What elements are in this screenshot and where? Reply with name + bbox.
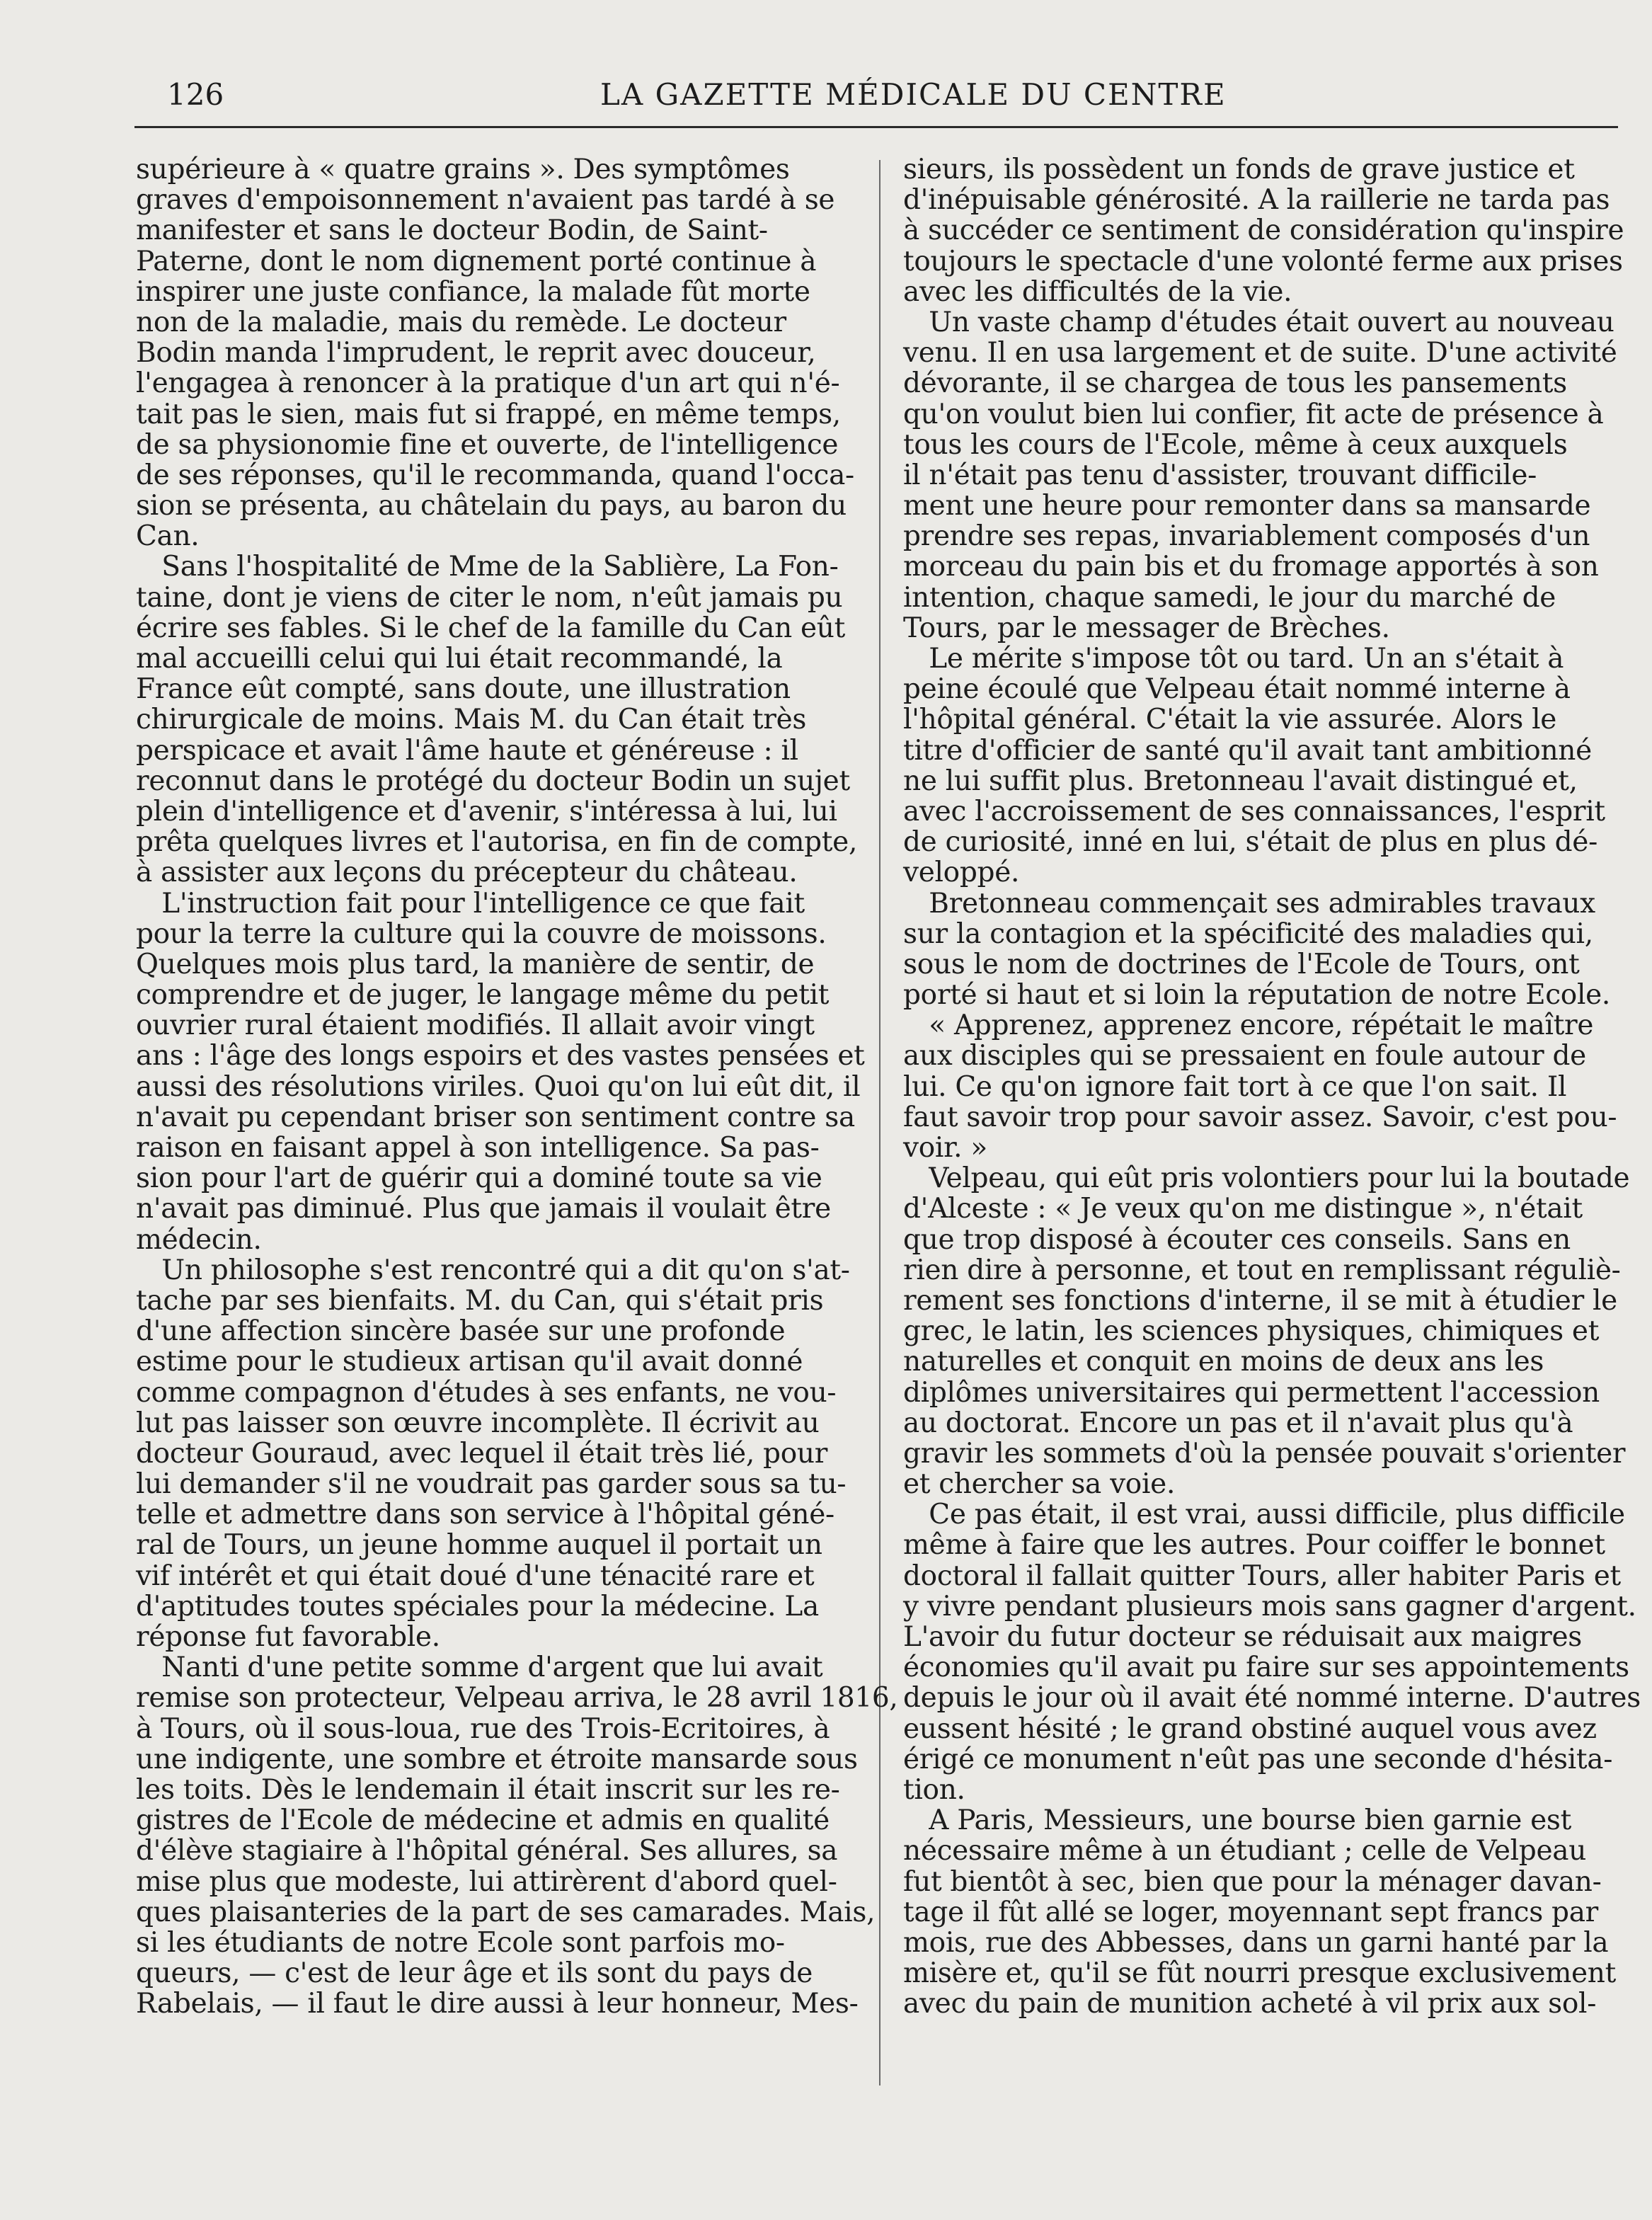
text-line: vif intérêt et qui était doué d'une ténacité rare et: [136, 1560, 815, 1592]
text-line: intention, chaque samedi, le jour du marché de: [903, 581, 1556, 614]
text-line: mise plus que modeste, lui attirèrent d'abord quel-: [136, 1865, 837, 1898]
text-line: L'avoir du futur docteur se réduisait aux maigres: [903, 1621, 1583, 1653]
text-line: plein d'intelligence et d'avenir, s'intéressa à lui, lui: [136, 795, 837, 828]
text-line: Can.: [136, 520, 200, 553]
text-line: ral de Tours, un jeune homme auquel il portait un: [136, 1529, 822, 1562]
text-line: morceau du pain bis et du fromage apportés à son: [903, 551, 1599, 583]
text-line: si les étudiants de notre Ecole sont parfois mo-: [136, 1926, 785, 1959]
text-line: estime pour le studieux artisan qu'il avait donné: [136, 1346, 803, 1378]
text-line: gravir les sommets d'où la pensée pouvait s'orienter: [903, 1437, 1626, 1470]
text-line: Ce pas était, il est vrai, aussi difficile, plus difficile: [903, 1499, 1625, 1531]
text-line: veloppé.: [903, 857, 1020, 889]
text-line: sieurs, ils possèdent un fonds de grave justice et: [903, 154, 1575, 185]
text-line: Velpeau, qui eût pris volontiers pour lui la boutade: [903, 1162, 1630, 1195]
text-line: perspicace et avait l'âme haute et généreuse : il: [136, 734, 798, 767]
text-line: mois, rue des Abbesses, dans un garni hanté par la: [903, 1926, 1609, 1959]
text-line: d'Alceste : « Je veux qu'on me distingue », n'était: [903, 1193, 1583, 1225]
text-line: rement ses fonctions d'interne, il se mit à étudier le: [903, 1284, 1617, 1317]
text-line: comme compagnon d'études à ses enfants, ne vou-: [136, 1376, 837, 1409]
text-line: d'une affection sincère basée sur une profonde: [136, 1315, 786, 1348]
text-line: taine, dont je viens de citer le nom, n'eût jamais pu: [136, 581, 843, 614]
text-line: titre d'officier de santé qu'il avait tant ambitionné: [903, 734, 1592, 767]
text-line: il n'était pas tenu d'assister, trouvant difficile-: [903, 459, 1537, 491]
text-line: mal accueilli celui qui lui était recommandé, la: [136, 643, 783, 675]
page-number: 126: [167, 77, 224, 112]
left-column: [136, 154, 898, 2020]
text-line: d'élève stagiaire à l'hôpital général. Ses allures, sa: [136, 1835, 838, 1867]
text-line: ouvrier rural étaient modifiés. Il allait avoir vingt: [136, 1009, 815, 1042]
text-line: Bretonneau commençait ses admirables travaux: [903, 887, 1595, 920]
text-line: de curiosité, inné en lui, s'était de plus en plus dé-: [903, 826, 1597, 859]
text-line: l'hôpital général. C'était la vie assurée. Alors le: [903, 704, 1557, 736]
text-line: à succéder ce sentiment de considération qu'inspire: [903, 214, 1624, 247]
text-line: lui demander s'il ne voudrait pas garder sous sa tu-: [136, 1468, 847, 1501]
header-rule: [134, 126, 1618, 128]
text-line: diplômes universitaires qui permettent l'accession: [903, 1376, 1600, 1409]
right-column: [903, 154, 1639, 2019]
text-line: « Apprenez, apprenez encore, répétait le maître: [903, 1009, 1594, 1042]
text-line: naturelles et conquit en moins de deux ans les: [903, 1346, 1544, 1378]
text-line: venu. Il en usa largement et de suite. D'une activité: [903, 337, 1617, 370]
text-line: toujours le spectacle d'une volonté ferme aux prises: [903, 245, 1623, 278]
text-line: Paterne, dont le nom dignement porté continue à: [136, 245, 817, 278]
text-line: telle et admettre dans son service à l'hôpital géné-: [136, 1499, 834, 1531]
text-line: Rabelais, — il faut le dire aussi à leur honneur, Mes-: [136, 1988, 859, 2020]
text-line: dévorante, il se chargea de tous les pansements: [903, 367, 1567, 400]
text-line: Tours, par le messager de Brèches.: [903, 612, 1390, 644]
text-line: avec du pain de munition acheté à vil prix aux sol-: [903, 1988, 1597, 2020]
text-line: rien dire à personne, et tout en remplissant réguliè-: [903, 1254, 1621, 1286]
text-line: sion se présenta, au châtelain du pays, au baron du: [136, 490, 847, 522]
text-line: reconnut dans le protégé du docteur Bodin un sujet: [136, 765, 850, 797]
text-line: doctoral il fallait quitter Tours, aller habiter Paris et: [903, 1560, 1621, 1592]
text-line: une indigente, une sombre et étroite mansarde sous: [136, 1743, 858, 1775]
text-line: nécessaire même à un étudiant ; celle de Velpeau: [903, 1835, 1587, 1867]
text-line: que trop disposé à écouter ces conseils. Sans en: [903, 1223, 1571, 1256]
text-line: écrire ses fables. Si le chef de la famille du Can eût: [136, 612, 845, 644]
text-line: aussi des résolutions viriles. Quoi qu'on lui eût dit, il: [136, 1070, 861, 1103]
text-line: Nanti d'une petite somme d'argent que lui avait: [136, 1652, 823, 1684]
journal-title: LA GAZETTE MÉDICALE DU CENTRE: [600, 77, 1227, 112]
text-line: n'avait pas diminué. Plus que jamais il voulait être: [136, 1193, 831, 1225]
text-line: lui. Ce qu'on ignore fait tort à ce que l'on sait. Il: [903, 1070, 1567, 1103]
text-line: même à faire que les autres. Pour coiffer le bonnet: [903, 1529, 1605, 1562]
text-line: Sans l'hospitalité de Mme de la Sablière, La Fon-: [136, 551, 839, 583]
column-divider: [879, 160, 881, 2085]
text-line: Bodin manda l'imprudent, le reprit avec douceur,: [136, 337, 816, 370]
text-line: queurs, — c'est de leur âge et ils sont du pays de: [136, 1957, 813, 1990]
text-line: économies qu'il avait pu faire sur ses appointements: [903, 1652, 1629, 1684]
text-line: manifester et sans le docteur Bodin, de Saint-: [136, 214, 768, 247]
text-line: au doctorat. Encore un pas et il n'avait plus qu'à: [903, 1407, 1573, 1439]
text-line: sur la contagion et la spécificité des maladies qui,: [903, 917, 1593, 950]
text-line: porté si haut et si loin la réputation de notre Ecole.: [903, 979, 1611, 1012]
text-line: ne lui suffit plus. Bretonneau l'avait distingué et,: [903, 765, 1578, 797]
text-line: ques plaisanteries de la part de ses camarades. Mais,: [136, 1896, 876, 1928]
text-line: érigé ce monument n'eût pas une seconde d'hésita-: [903, 1743, 1613, 1775]
text-line: Un vaste champ d'études était ouvert au nouveau: [903, 306, 1614, 338]
text-line: à Tours, où il sous-loua, rue des Trois-Ecritoires, à: [136, 1712, 830, 1745]
text-line: ment une heure pour remonter dans sa mansarde: [903, 490, 1591, 522]
text-line: docteur Gouraud, avec lequel il était très lié, pour: [136, 1437, 828, 1470]
text-line: gistres de l'Ecole de médecine et admis en qualité: [136, 1804, 830, 1837]
text-line: à assister aux leçons du précepteur du château.: [136, 857, 798, 889]
text-line: d'aptitudes toutes spéciales pour la médecine. La: [136, 1590, 819, 1623]
text-line: tache par ses bienfaits. M. du Can, qui s'était pris: [136, 1284, 824, 1317]
text-line: chirurgicale de moins. Mais M. du Can était très: [136, 704, 807, 736]
text-line: avec l'accroissement de ses connaissances, l'esprit: [903, 795, 1605, 828]
text-line: peine écoulé que Velpeau était nommé interne à: [903, 673, 1571, 706]
text-line: sous le nom de doctrines de l'Ecole de Tours, ont: [903, 948, 1580, 980]
text-line: aux disciples qui se pressaient en foule autour de: [903, 1040, 1586, 1072]
text-line: avec les difficultés de la vie.: [903, 275, 1292, 308]
text-line: y vivre pendant plusieurs mois sans gagner d'argent.: [903, 1590, 1636, 1623]
text-line: Quelques mois plus tard, la manière de sentir, de: [136, 948, 815, 980]
text-line: comprendre et de juger, le langage même du petit: [136, 979, 830, 1012]
text-line: les toits. Dès le lendemain il était inscrit sur les re-: [136, 1773, 840, 1806]
text-line: ans : l'âge des longs espoirs et des vastes pensées et: [136, 1040, 865, 1072]
text-line: médecin.: [136, 1223, 262, 1256]
text-line: supérieure à « quatre grains ». Des symptômes: [136, 154, 790, 185]
text-line: prendre ses repas, invariablement composés d'un: [903, 520, 1590, 553]
text-line: tous les cours de l'Ecole, même à ceux auxquels: [903, 428, 1568, 461]
text-line: depuis le jour où il avait été nommé interne. D'autres: [903, 1682, 1641, 1715]
text-line: l'engagea à renoncer à la pratique d'un art qui n'é-: [136, 367, 840, 400]
text-line: n'avait pu cependant briser son sentiment contre sa: [136, 1101, 855, 1133]
text-line: tait pas le sien, mais fut si frappé, en même temps,: [136, 398, 841, 430]
text-line: L'instruction fait pour l'intelligence ce que fait: [136, 887, 805, 920]
text-line: tage il fût allé se loger, moyennant sept francs par: [903, 1896, 1598, 1928]
text-line: de ses réponses, qu'il le recommanda, quand l'occa-: [136, 459, 854, 491]
running-header: [0, 74, 1652, 116]
text-line: A Paris, Messieurs, une bourse bien garnie est: [903, 1804, 1572, 1837]
text-line: eussent hésité ; le grand obstiné auquel vous avez: [903, 1712, 1597, 1745]
text-line: faut savoir trop pour savoir assez. Savoir, c'est pou-: [903, 1101, 1617, 1133]
text-line: raison en faisant appel à son intelligence. Sa pas-: [136, 1132, 820, 1164]
text-line: remise son protecteur, Velpeau arriva, le 28 avril 1816,: [136, 1682, 898, 1715]
text-line: d'inépuisable générosité. A la raillerie ne tarda pas: [903, 184, 1610, 217]
text-line: graves d'empoisonnement n'avaient pas tardé à se: [136, 184, 835, 217]
text-line: qu'on voulut bien lui confier, fit acte de présence à: [903, 398, 1604, 430]
text-line: France eût compté, sans doute, une illustration: [136, 673, 791, 706]
text-line: fut bientôt à sec, bien que pour la ménager davan-: [903, 1865, 1602, 1898]
text-line: grec, le latin, les sciences physiques, chimiques et: [903, 1315, 1600, 1348]
text-line: de sa physionomie fine et ouverte, de l'intelligence: [136, 428, 839, 461]
text-line: sion pour l'art de guérir qui a dominé toute sa vie: [136, 1162, 822, 1195]
text-line: inspirer une juste confiance, la malade fût morte: [136, 275, 810, 308]
text-line: tion.: [903, 1773, 965, 1806]
text-line: réponse fut favorable.: [136, 1621, 440, 1653]
text-line: non de la maladie, mais du remède. Le docteur: [136, 306, 786, 338]
text-line: pour la terre la culture qui la couvre de moissons.: [136, 917, 827, 950]
text-line: et chercher sa voie.: [903, 1468, 1176, 1501]
text-line: lut pas laisser son œuvre incomplète. Il écrivit au: [136, 1407, 820, 1439]
text-line: voir. »: [903, 1132, 987, 1164]
text-line: prêta quelques livres et l'autorisa, en fin de compte,: [136, 826, 858, 859]
text-line: misère et, qu'il se fût nourri presque exclusivement: [903, 1957, 1616, 1990]
text-line: Un philosophe s'est rencontré qui a dit qu'on s'at-: [136, 1254, 850, 1286]
text-line: Le mérite s'impose tôt ou tard. Un an s'était à: [903, 643, 1564, 675]
